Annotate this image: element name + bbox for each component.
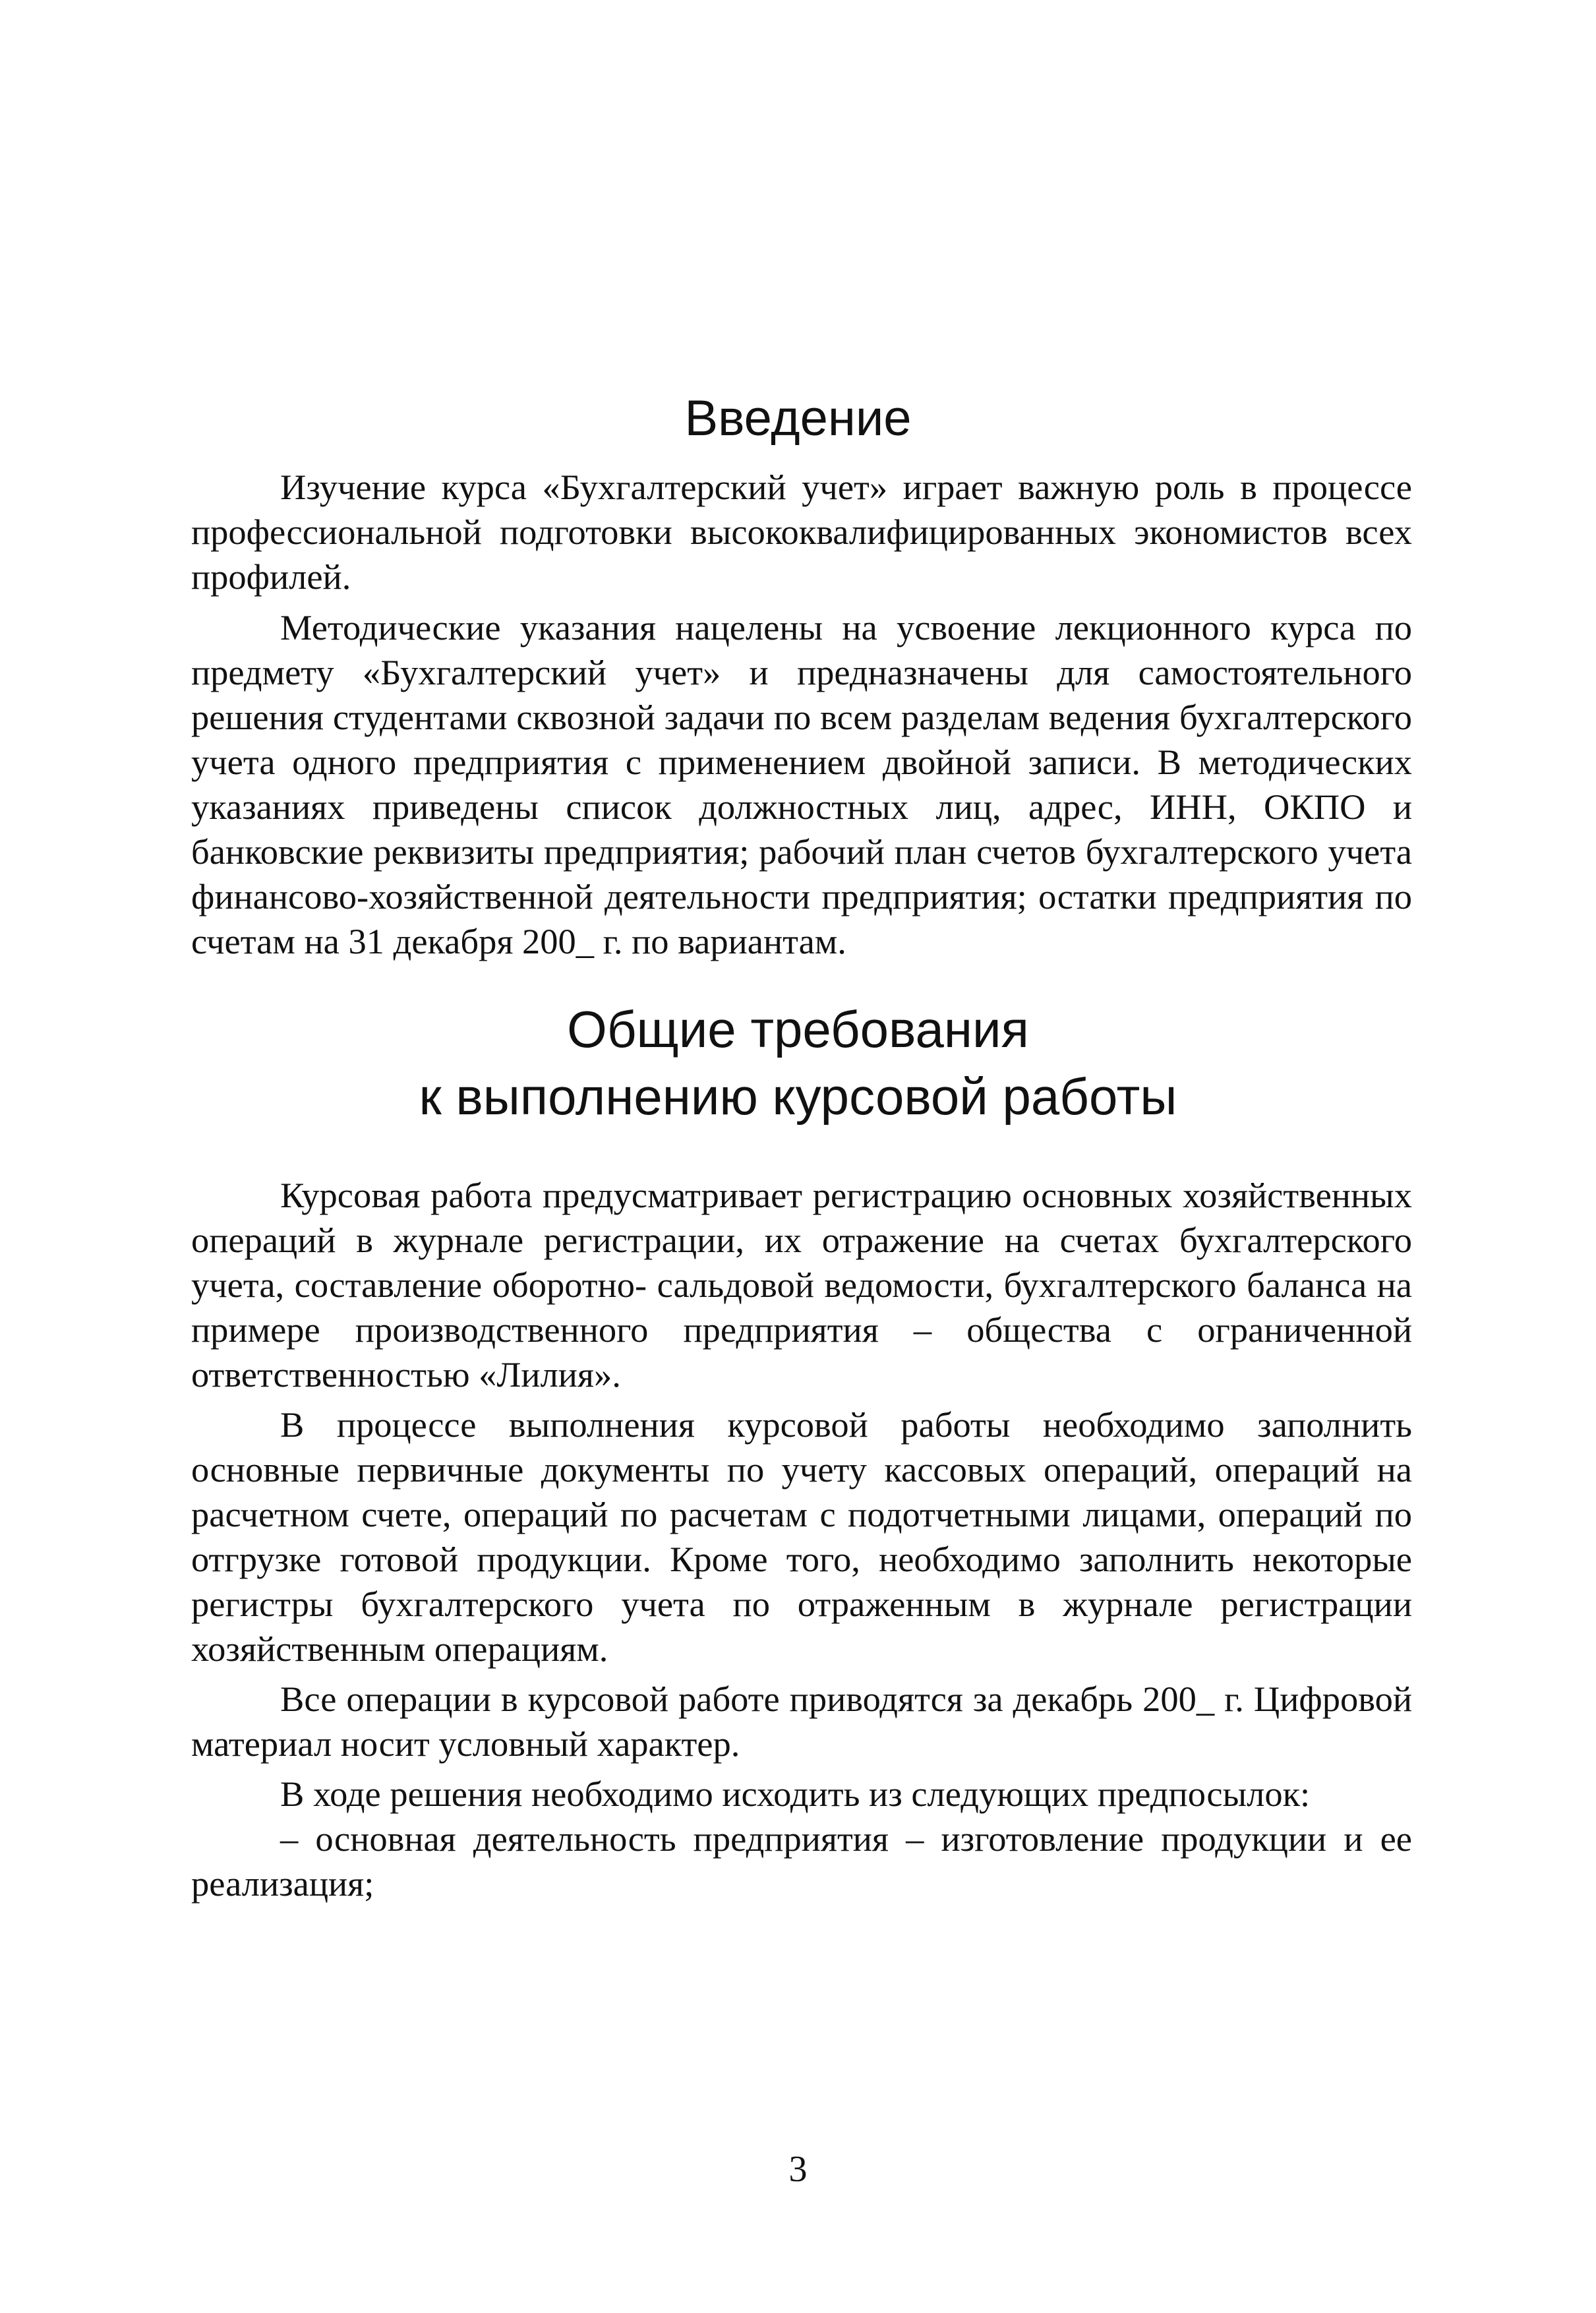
requirements-paragraph-3: Все операции в курсовой работе приводятся за декабрь 200_ г. Цифровой материал носит условный характер. [191,1679,1412,1764]
requirements-paragraph-5: – основная деятельность предприятия – изготовление продукции и ее реализация; [191,1818,1412,1904]
intro-title: Введение [684,390,912,446]
requirements-title-line-2: к выполнению курсовой работы [419,1067,1177,1126]
requirements-title [0,996,1596,1130]
requirements-paragraph-2: В процессе выполнения курсовой работы необходимо заполнить основные первичные документы по учету кассовых операций, операций на расчетном счете, операций по расчетам с подотчетными лицами, операций по отгрузке готовой продукции. Кроме того, необходимо заполнить некоторые регистры бухгалтерского учета по отраженным в журнале регистрации хозяйственным операциям. [191,1404,1412,1669]
page-number: 3 [788,2149,808,2190]
requirements-paragraph-4: В ходе решения необходимо исходить из следующих предпосылок: [280,1774,1311,1814]
requirements-title-line-1: Общие требования [567,1000,1029,1058]
intro-paragraph-1: Изучение курса «Бухгалтерский учет» играет важную роль в процессе профессиональной подготовки высококвалифицированных экономистов всех профилей. [191,467,1412,597]
intro-paragraph-2: Методические указания нацелены на усвоение лекционного курса по предмету «Бухгалтерский учет» и предназначены для самостоятельного решения студентами сквозной задачи по всем разделам ведения бухгалтерского учета одного предприятия с применением двойной записи. В методических указаниях приведены список должностных лиц, адрес, ИНН, ОКПО и банковские реквизиты предприятия; рабочий план счетов бухгалтерского учета финансово-хозяйственной деятельности предприятия; остатки предприятия по счетам на 31 декабря 200_ г. по вариантам. [191,607,1412,961]
requirements-paragraph-1: Курсовая работа предусматривает регистрацию основных хозяйственных операций в журнале регистрации, их отражение на счетах бухгалтерского учета, составление оборотно- сальдовой ведомости, бухгалтерского баланса на примере производственного предприятия – общества с ограниченной ответственностью «Лилия». [191,1175,1412,1395]
